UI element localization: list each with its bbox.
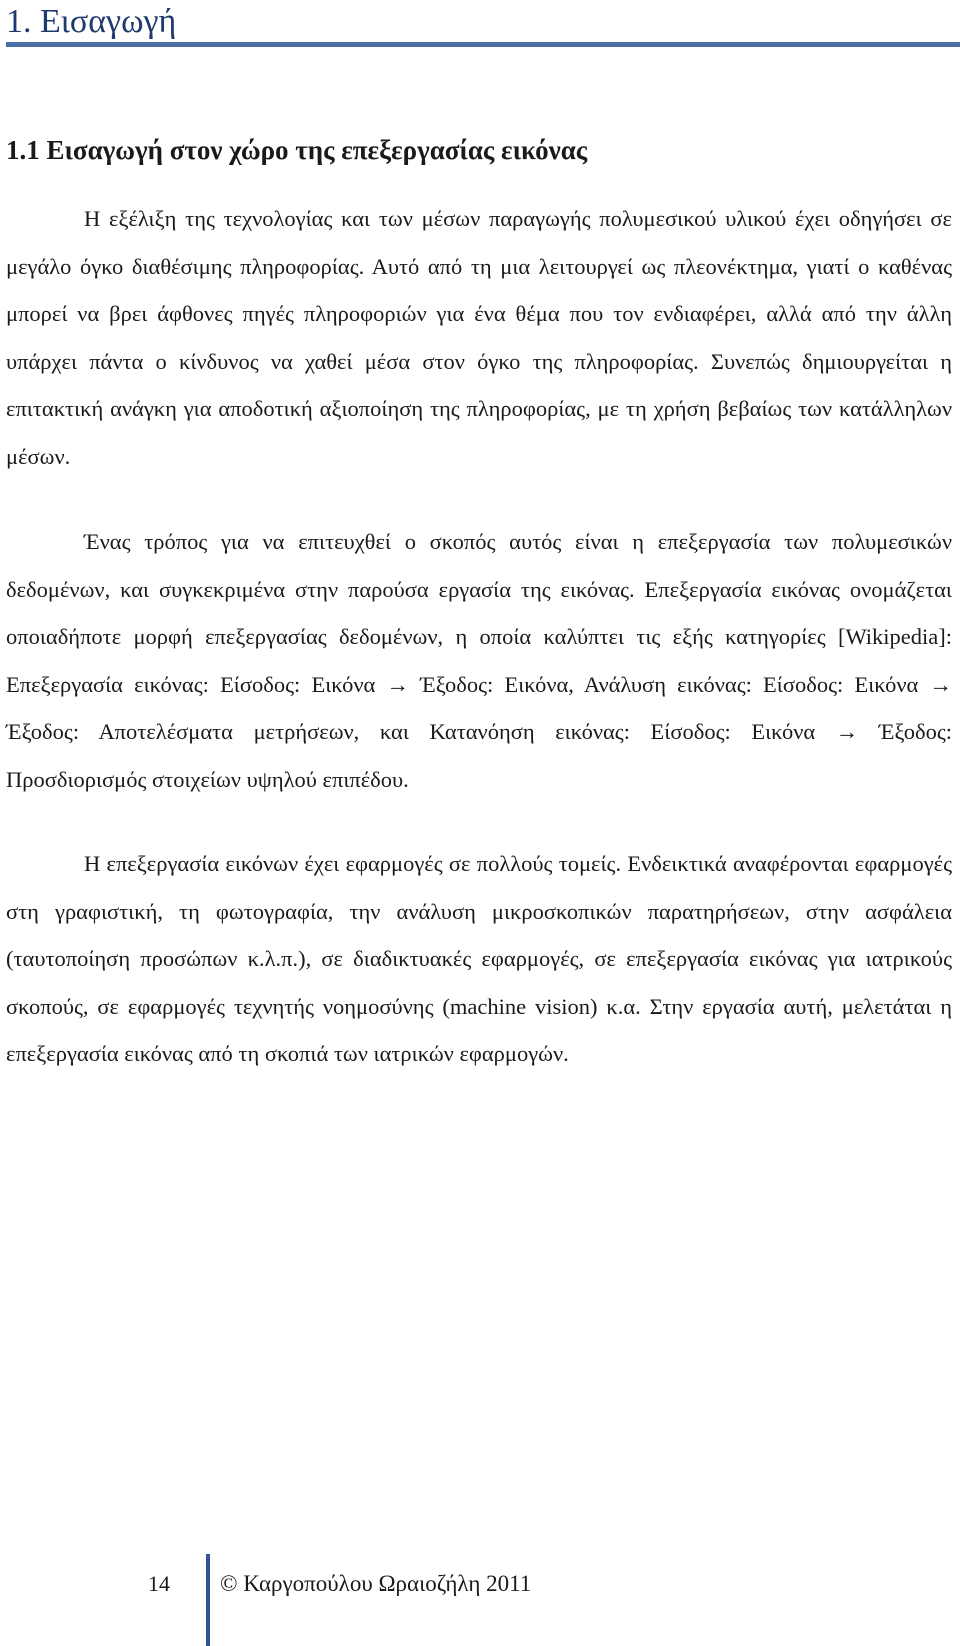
footer-copyright: © Καργοπούλου Ωραιοζήλη 2011 bbox=[220, 1571, 532, 1596]
footer-divider bbox=[206, 1554, 210, 1646]
body-paragraph-2 bbox=[6, 518, 952, 804]
page-number: 14 bbox=[148, 1571, 170, 1596]
section-title: 1.1 Εισαγωγή στον χώρο της επεξεργασίας εικόνας bbox=[6, 135, 588, 165]
body-paragraph-3 bbox=[6, 840, 952, 1078]
chapter-divider bbox=[6, 42, 960, 47]
chapter-title: 1. Εισαγωγή bbox=[6, 3, 177, 40]
body-paragraph-1 bbox=[6, 195, 952, 481]
paragraph-text: Ένας τρόπος για να επιτευχθεί ο σκοπός αυτός είναι η επεξεργασία των πολυμεσικών δεδομένων, και συγκεκριμένα στην παρούσα εργασία της εικόνας. Επεξεργασία εικόνας ονομάζεται οποιαδήποτε μορφή επεξεργασίας δεδομένων, η οποία καλύπτει τις εξής κατηγορίες [Wikipedia]: Επεξεργασία εικόνας: Είσοδος: Εικόνα → Έξοδος: Εικόνα, Ανάλυση εικόνας: Είσοδος: Εικόνα → Έξοδος: Αποτελέσματα μετρήσεων, και Κατανόηση εικόνας: Είσοδος: Εικόνα → Έξοδος: Προσδιορισμός στοιχείων υψηλού επιπέδου. bbox=[6, 529, 952, 792]
paragraph-text: Η επεξεργασία εικόνων έχει εφαρμογές σε πολλούς τομείς. Ενδεικτικά αναφέρονται εφαρμογές στη γραφιστική, τη φωτογραφία, την ανάλυση μικροσκοπικών παρατηρήσεων, στην ασφάλεια (ταυτοποίηση προσώπων κ.λ.π.), σε διαδικτυακές εφαρμογές, σε επεξεργασία εικόνας για ιατρικούς σκοπούς, σε εφαρμογές τεχνητής νοημοσύνης (machine vision) κ.α. Στην εργασία αυτή, μελετάται η επεξεργασία εικόνας από τη σκοπιά των ιατρικών εφαρμογών. bbox=[6, 851, 952, 1067]
paragraph-text: Η εξέλιξη της τεχνολογίας και των μέσων παραγωγής πολυμεσικού υλικού έχει οδηγήσει σε μεγάλο όγκο διαθέσιμης πληροφορίας. Αυτό από τη μια λειτουργεί ως πλεονέκτημα, γιατί ο καθένας μπορεί να βρει άφθονες πηγές πληροφοριών για ένα θέμα που τον ενδιαφέρει, αλλά από την άλλη υπάρχει πάντα ο κίνδυνος να χαθεί μέσα στον όγκο της πληροφορίας. Συνεπώς δημιουργείται η επιτακτική ανάγκη για αποδοτική αξιοποίηση της πληροφορίας, με τη χρήση βεβαίως των κατάλληλων μέσων. bbox=[6, 206, 952, 469]
